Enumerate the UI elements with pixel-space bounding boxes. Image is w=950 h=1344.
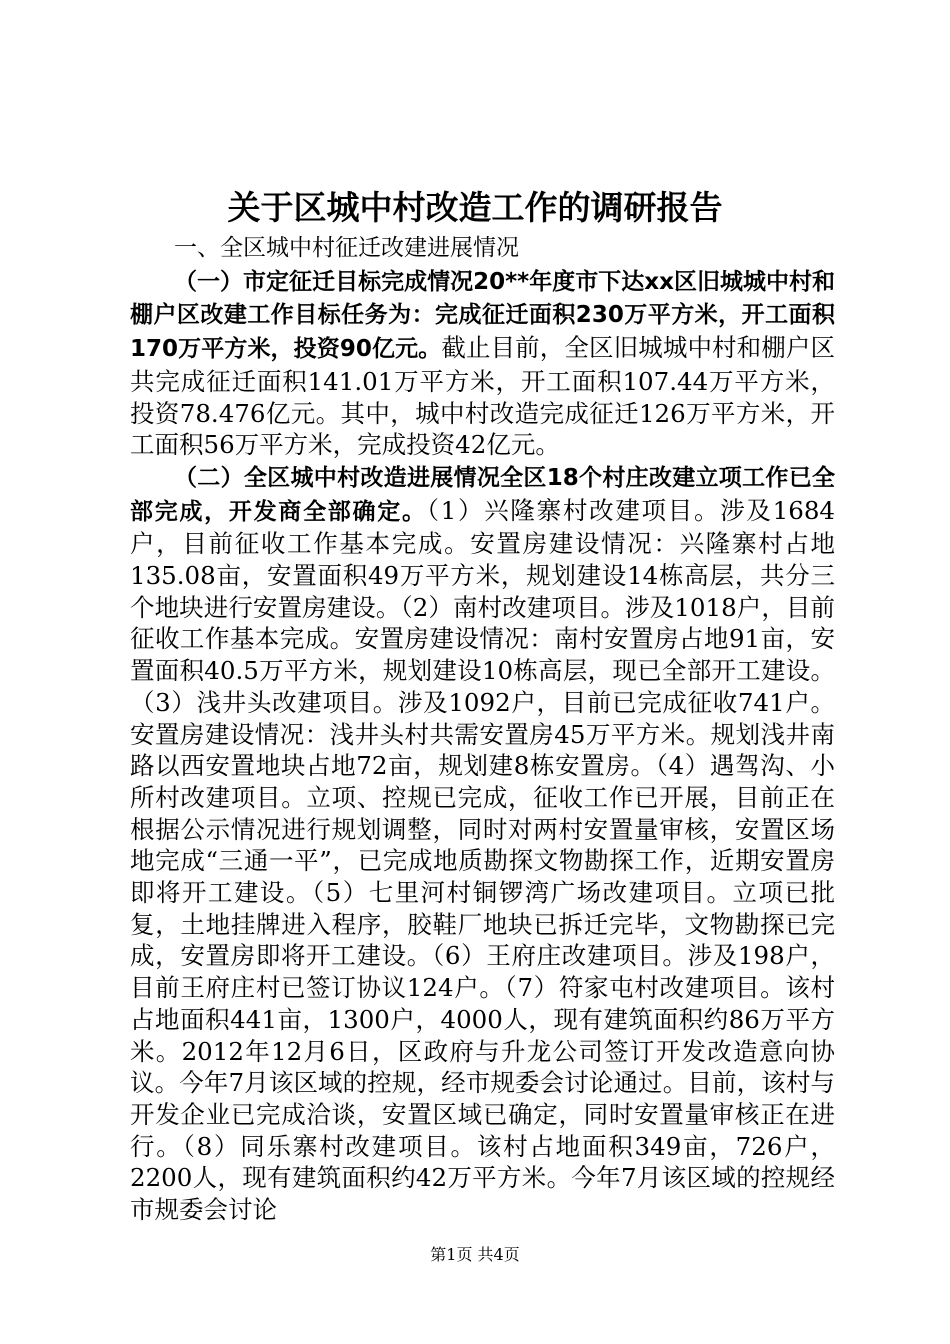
section-heading: 一、全区城中村征迁改建进展情况 [174,235,519,261]
paragraph-2 [130,461,835,1226]
paragraph-2-lead: （二）全区城中村改造进展情况全区18个村庄改建立项工作已全部完成，开发商全部确定。 [130,464,835,525]
document-body [130,233,835,1226]
paragraph-1 [130,265,835,461]
paragraph-1-body: 截止目前，全区旧城城中村和棚户区共完成征迁面积141.01万平方米，开工面积107.44万平方米，投资78.476亿元。其中，城中村改造完成征迁126万平方米，开工面积56万平方米，完成投资42亿元。 [130,333,835,460]
paragraph-1-lead: （一）市定征迁目标完成情况20**年度市下达xx区旧城城中村和棚户区改建工作目标任务为：完成征迁面积230万平方米，开工面积170万平方米，投资90亿元。 [130,268,835,363]
page-footer: 第1页 共4页 [430,1245,520,1264]
paragraph-2-body: （1）兴隆寨村改建项目。涉及1684户，目前征收工作基本完成。安置房建设情况：兴隆寨村占地135.08亩，安置面积49万平方米，规划建设14栋高层，共分三个地块进行安置房建设。（2）南村改建项目。涉及1018户，目前征收工作基本完成。安置房建设情况：南村安置房占地91亩，安置面积40.5万平方米，规划建设10栋高层，现已全部开工建设。（3）浅井头改建项目。涉及1092户，目前已完成征收741户。安置房建设情况：浅井头村共需安置房45万平方米。规划浅井南路以西安置地块占地72亩，规划建8栋安置房。（4）遇驾沟、小所村改建项目。立项、控规已完成，征收工作已开展，目前正在根据公示情况进行规划调整，同时对两村安置量审核，安置区场地完成“三通一平”，已完成地质勘探文物勘探工作，近期安置房即将开工建设。（5）七里河村铜锣湾广场改建项目。立项已批复，土地挂牌进入程序，胶鞋厂地块已拆迁完毕，文物勘探已完成，安置房即将开工建设。（6）王府庄改建项目。涉及198户，目前王府庄村已签订协议124户。（7）符家屯村改建项目。该村占地面积441亩，1300户，4000人，现有建筑面积约86万平方米。2012年12月6日，区政府与升龙公司签订开发改造意向协议。今年7月该区域的控规，经市规委会讨论通过。目前，该村与开发企业已完成洽谈，安置区域已确定，同时安置量审核正在进行。（8）同乐寨村改建项目。该村占地面积349亩，726户，2200人，现有建筑面积约42万平方米。今年7月该区域的控规经市规委会讨论 [130,495,836,1225]
page-title: 关于区城中村改造工作的调研报告 [227,188,723,227]
